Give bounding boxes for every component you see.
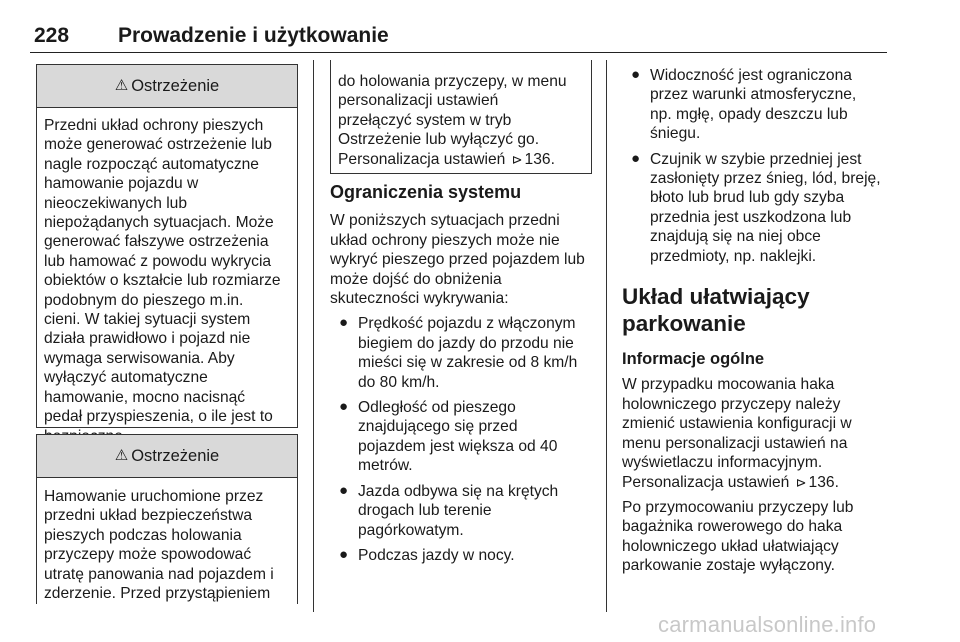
- text-line: do holowania przyczepy, w menu: [338, 73, 567, 90]
- text-line: błoto lub brud lub gdy szyba: [650, 189, 845, 207]
- parking-paragraph-2: [622, 498, 890, 576]
- text-line: Jazda odbywa się na krętych: [358, 482, 559, 500]
- text-line-reference: [622, 473, 890, 492]
- heading-line: Układ ułatwiający: [622, 284, 810, 310]
- bullet-dot: ●: [339, 398, 349, 416]
- text-line: lub hamować z powodu wykrycia: [44, 252, 272, 270]
- text-line: generować fałszywe ostrzeżenia: [44, 233, 269, 251]
- text-line-reference: [338, 150, 583, 169]
- column-divider: [313, 60, 314, 612]
- text-line: holowniczego przyczepy należy: [622, 395, 841, 413]
- text-line: zderzenie. Przed przystąpieniem: [44, 585, 271, 603]
- text-line: przedni układ bezpieczeństwa: [44, 507, 253, 525]
- page-reference-arrow-icon: ⊳: [511, 151, 523, 167]
- text-line: nagle rozpocząć automatyczne: [44, 155, 259, 173]
- warning-triangle-icon: ⚠: [114, 447, 129, 464]
- warning-text: [37, 108, 297, 446]
- text-line: pedał przyspieszenia, o ile jest to: [44, 408, 273, 426]
- text-line: układ ochrony pieszych może nie: [330, 231, 560, 249]
- text-line: skuteczności wykrywania:: [330, 290, 509, 308]
- text-line: Podczas jazdy w nocy.: [358, 546, 515, 564]
- warning-triangle-icon: ⚠: [114, 77, 129, 94]
- list-item: [330, 546, 600, 565]
- list-item: [330, 482, 600, 540]
- watermark: carmanualsonline.info: [658, 612, 877, 637]
- text-line: cieni. W takiej sytuacji system: [44, 311, 251, 329]
- parking-paragraph-1: [622, 375, 890, 491]
- chapter-heading: [622, 283, 890, 337]
- text-line: menu personalizacji ustawień na: [622, 434, 848, 452]
- warning-box-towing-continued: [330, 60, 592, 174]
- reference-page: 136.: [808, 473, 839, 491]
- text-line: działa prawidłowo i pojazd nie: [44, 330, 251, 348]
- text-line: parkowanie zostaje wyłączony.: [622, 557, 835, 575]
- text-line: Ostrzeżenie lub wyłączyć go.: [338, 131, 540, 149]
- text-line: przyczepy może spowodować: [44, 546, 252, 564]
- warning-title: Ostrzeżenie: [131, 446, 220, 465]
- page-header: [30, 18, 887, 53]
- text-line: pagórkowatym.: [358, 521, 464, 539]
- limits-section: [330, 183, 600, 565]
- text-line: metrów.: [358, 457, 413, 475]
- text-line: np. mgłę, opady deszczu lub: [650, 105, 848, 123]
- right-column: [622, 66, 890, 576]
- text-line: przedmioty, np. naklejki.: [650, 247, 817, 265]
- warning-header: [37, 65, 297, 108]
- page-number: 228: [34, 24, 70, 47]
- text-line: wymaga serwisowania. Aby: [44, 349, 235, 367]
- text-line: bagażnika rowerowego do haka: [622, 518, 843, 536]
- text-line: utratę panowania nad pojazdem i: [44, 565, 274, 583]
- text-line: Prędkość pojazdu z włączonym: [358, 315, 576, 333]
- text-line: wyłączyć automatyczne: [44, 369, 208, 387]
- heading-line: parkowanie: [622, 311, 746, 337]
- text-line: mieści się w zakresie od 8 km/h: [358, 354, 578, 372]
- text-line: do 80 km/h.: [358, 373, 440, 391]
- text-line: przełączyć system w tryb: [338, 111, 512, 129]
- bullet-dot: ●: [631, 66, 641, 83]
- warning-box-pedestrian: [36, 64, 298, 428]
- text-line: wyświetlaczu informacyjnym.: [622, 454, 823, 472]
- reference-text: Personalizacja ustawień: [622, 473, 790, 491]
- text-line: przez warunki atmosferyczne,: [650, 86, 857, 104]
- text-line: W przypadku mocowania haka: [622, 376, 835, 394]
- limits-intro: [330, 211, 600, 308]
- list-item: [330, 314, 600, 392]
- text-line: biegiem do jazdy do przodu nie: [358, 334, 574, 352]
- text-line: hamowanie, mocno nacisnąć: [44, 388, 246, 406]
- warning-text: [37, 478, 297, 603]
- text-line: Po przymocowaniu przyczepy lub: [622, 498, 854, 516]
- text-line: personalizacji ustawień: [338, 92, 499, 110]
- text-line: znajdują się na niej obce: [650, 228, 821, 246]
- text-line: może generować ostrzeżenie lub: [44, 136, 272, 154]
- reference-page: 136.: [524, 150, 555, 168]
- text-line: przednia jest uszkodzona lub: [650, 208, 852, 226]
- text-line: W poniższych sytuacjach przedni: [330, 212, 560, 230]
- text-line: Odległość od pieszego: [358, 399, 516, 417]
- list-item: [330, 398, 600, 476]
- text-line: zasłonięty przez śnieg, lód, breję,: [650, 170, 881, 188]
- text-line: obiektów o kształcie lub rozmiarze: [44, 272, 281, 290]
- text-line: wykryć pieszego przed pojazdem lub: [330, 251, 585, 269]
- text-line: znajdującego się przed: [358, 418, 518, 436]
- page-reference-arrow-icon: ⊳: [795, 474, 807, 490]
- list-item: [622, 66, 890, 144]
- subsection-heading: Informacje ogólne: [622, 350, 765, 369]
- warning-title: Ostrzeżenie: [131, 76, 220, 95]
- text-line: holowniczego układ ułatwiający: [622, 537, 839, 555]
- bullet-dot: ●: [339, 481, 349, 499]
- list-item: [622, 150, 890, 266]
- text-line: Przedni układ ochrony pieszych: [44, 117, 264, 134]
- section-heading: Ograniczenia systemu: [330, 182, 522, 202]
- text-line: niepożądanych sytuacjach. Może: [44, 214, 274, 232]
- text-line: śniegu.: [650, 125, 701, 143]
- column-divider: [606, 60, 607, 612]
- text-line: zmienić ustawienia konfiguracji w: [622, 415, 852, 433]
- text-line: Widoczność jest ograniczona: [650, 67, 852, 84]
- warning-text: [331, 60, 591, 169]
- reference-text: Personalizacja ustawień: [338, 150, 506, 168]
- text-line: nieoczekiwanych lub: [44, 194, 188, 212]
- text-line: Czujnik w szybie przedniej jest: [650, 150, 862, 168]
- page-title: Prowadzenie i użytkowanie: [118, 24, 389, 47]
- text-line: drogach lub terenie: [358, 502, 492, 520]
- text-line: hamowanie pojazdu w: [44, 175, 199, 193]
- text-line: pieszych podczas holowania: [44, 526, 242, 544]
- text-line: może dojść do obniżenia: [330, 270, 502, 288]
- bullet-dot: ●: [339, 545, 349, 563]
- text-line: pojazdem jest większa od 40: [358, 437, 558, 455]
- bullet-dot: ●: [339, 314, 349, 332]
- warning-header: [37, 435, 297, 478]
- text-line: Hamowanie uruchomione przez: [44, 488, 264, 505]
- bullet-dot: ●: [631, 149, 641, 167]
- warning-box-towing: [36, 434, 298, 604]
- text-line: podobnym do pieszego m.in.: [44, 291, 244, 309]
